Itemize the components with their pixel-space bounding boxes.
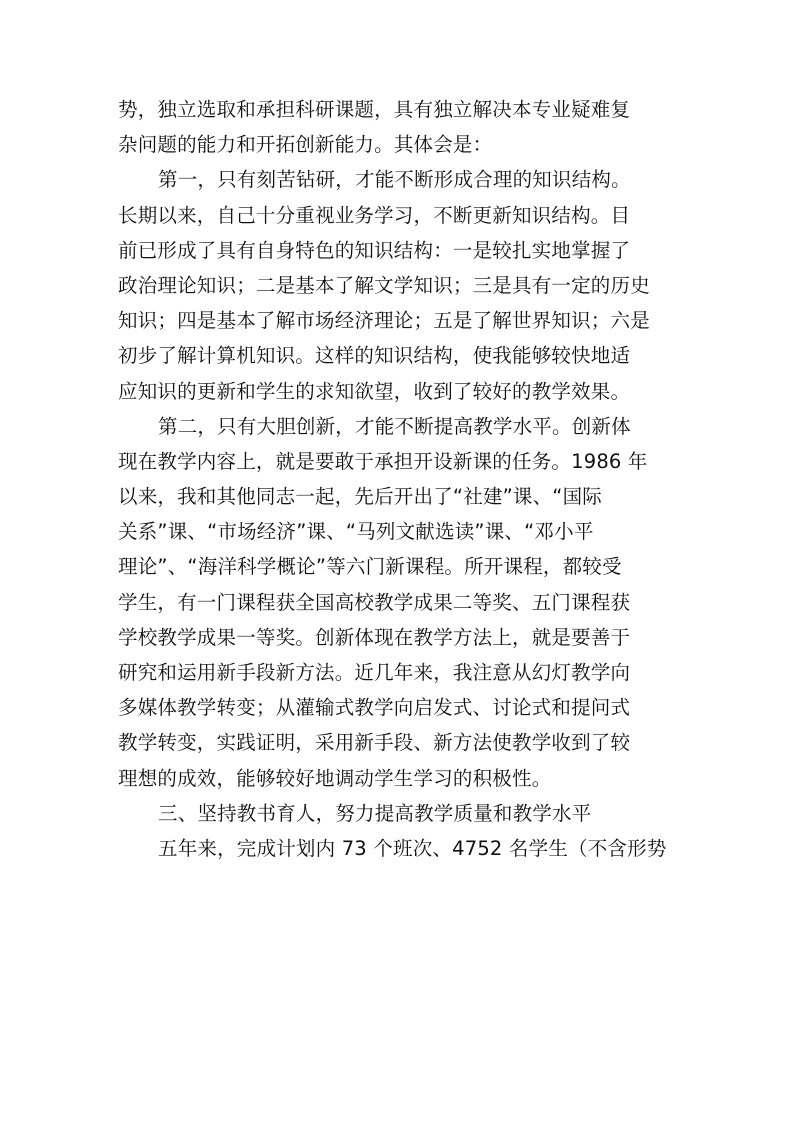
text-line: 前已形成了具有自身特色的知识结构：一是较扎实地掌握了 <box>118 238 631 262</box>
text-line: 以来，我和其他同志一起，先后开出了“社建”课、“国际 <box>118 485 603 509</box>
text-line: 政治理论知识；二是基本了解文学知识；三是具有一定的历史 <box>118 273 650 297</box>
text-line: 势，独立选取和承担科研课题，具有独立解决本专业疑难复 <box>118 98 631 121</box>
text-line: 理论”、“海洋科学概论”等六门新课程。所开课程，都较受 <box>118 555 622 579</box>
text-line: 多媒体教学转变；从灌输式教学向启发式、讨论式和提问式 <box>118 696 631 720</box>
text-line: 长期以来，自己十分重视业务学习，不断更新知识结构。目 <box>118 203 631 227</box>
text-line: 第二，只有大胆创新，才能不断提高教学水平。创新体 <box>158 414 631 438</box>
text-line: 理想的成效，能够较好地调动学生学习的积极性。 <box>118 766 552 790</box>
text-line: 学生，有一门课程获全国高校教学成果二等奖、五门课程获 <box>118 590 631 614</box>
text-line: 杂问题的能力和开拓创新能力。其体会是： <box>118 133 493 157</box>
text-line: 关系”课、“市场经济”课、“马列文献选读”课、“邓小平 <box>118 520 594 544</box>
text-line: 应知识的更新和学生的求知欲望，收到了较好的教学效果。 <box>118 379 631 403</box>
text-line: 知识；四是基本了解市场经济理论；五是了解世界知识；六是 <box>118 309 650 333</box>
text-line: 教学转变，实践证明，采用新手段、新方法使教学收到了较 <box>118 731 631 755</box>
text-line: 研究和运用新手段新方法。近几年来，我注意从幻灯教学向 <box>118 661 631 684</box>
document-body <box>118 92 698 866</box>
text-line: 学校教学成果一等奖。创新体现在教学方法上，就是要善于 <box>118 625 631 649</box>
text-line: 第一，只有刻苦钻研，才能不断形成合理的知识结构。 <box>158 168 631 192</box>
text-line: 三、坚持教书育人，努力提高教学质量和教学水平 <box>158 801 592 825</box>
text-line: 初步了解计算机知识。这样的知识结构，使我能够较快地适 <box>118 344 631 368</box>
text-line: 五年来，完成计划内 73 个班次、4752 名学生（不含形势 <box>158 836 667 860</box>
text-line: 现在教学内容上，就是要敢于承担开设新课的任务。1986 年 <box>118 449 648 473</box>
